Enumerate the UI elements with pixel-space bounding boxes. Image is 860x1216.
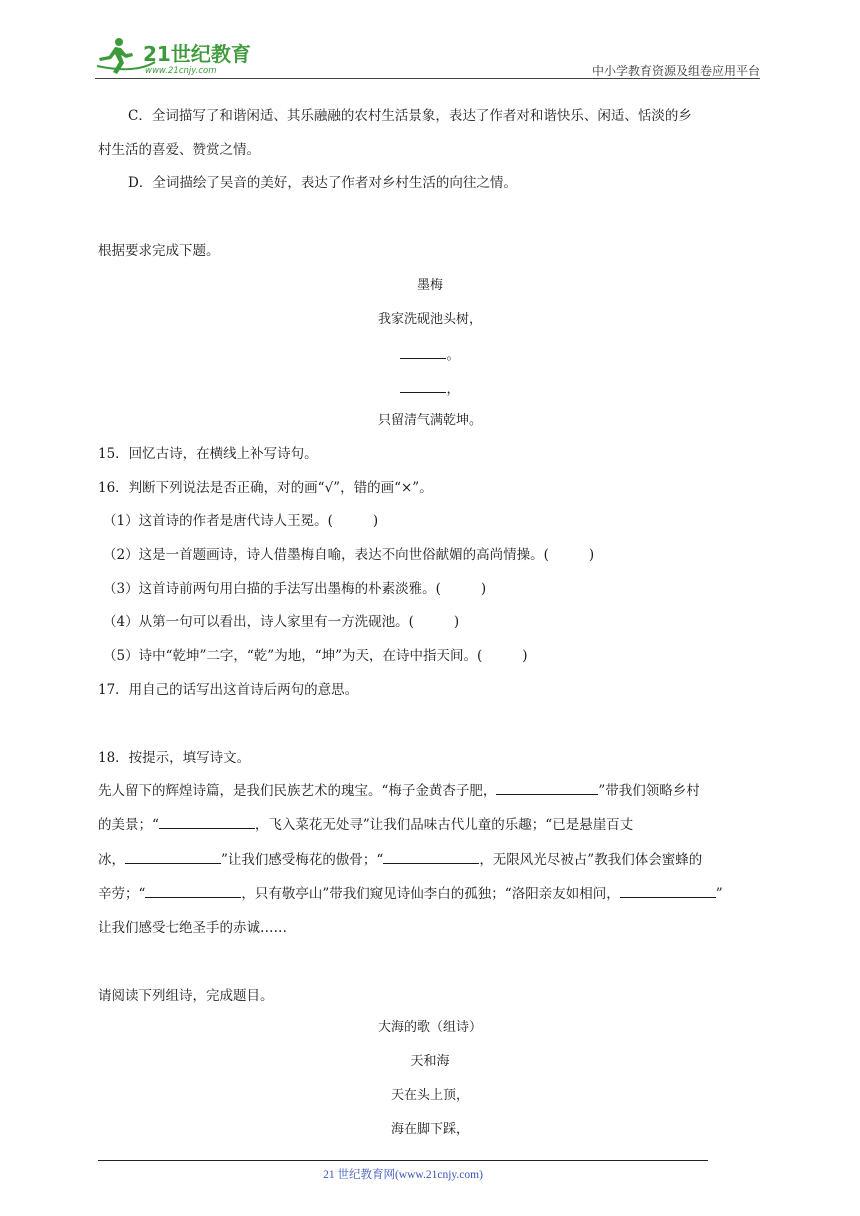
q18-line-4: 辛劳；“ ，只有敬亭山”带我们窥见诗仙李白的孤独；“洛阳亲友如相问， ” — [98, 886, 723, 902]
q16-item-4: （4）从第一句可以看出，诗人家里有一方洗砚池。( ) — [103, 614, 460, 630]
section2-intro: 请阅读下列组诗，完成题目。 — [98, 988, 274, 1004]
section1-intro: 根据要求完成下题。 — [98, 243, 220, 259]
fill-blank[interactable] — [400, 379, 446, 393]
option-d: D．全词描绘了吴音的美好，表达了作者对乡村生活的向往之情。 — [128, 175, 517, 191]
question-16-stem: 16．判断下列说法是否正确，对的画“√”，错的画“×”。 — [98, 480, 433, 496]
poem-line-3: ， — [0, 379, 860, 400]
option-c-line1: C．全词描写了和谐闲适、其乐融融的农村生活景象，表达了作者对和谐快乐、闲适、恬淡的乡 — [128, 108, 692, 124]
poem-line-4: 只留清气满乾坤。 — [377, 413, 482, 428]
poem-group-title: 大海的歌（组诗） — [377, 1020, 482, 1035]
page-header — [95, 36, 760, 81]
question-18-stem: 18．按提示，填写诗文。 — [98, 750, 251, 766]
fill-blank[interactable] — [145, 884, 241, 898]
fill-blank[interactable] — [125, 850, 221, 864]
footer-divider — [98, 1160, 708, 1161]
fill-blank[interactable] — [620, 884, 716, 898]
poem-subtitle: 天和海 — [410, 1054, 450, 1069]
option-c-line2: 村生活的喜爱、赞赏之情。 — [98, 142, 260, 158]
q16-item-5: （5）诗中“乾坤”二字，“乾”为地，“坤”为天，在诗中指天间。( ) — [103, 648, 528, 664]
platform-name: 中小学教育资源及组卷应用平台 — [591, 64, 760, 78]
site-logo[interactable] — [95, 36, 265, 78]
header-divider — [95, 78, 760, 79]
footer-link[interactable]: 21 世纪教育网(www.21cnjy.com) — [323, 1169, 483, 1181]
poem2-line-1: 天在头上顶， — [390, 1088, 469, 1103]
question-15: 15．回忆古诗，在横线上补写诗句。 — [98, 446, 318, 462]
q18-line-3: 冰， ”让我们感受梅花的傲骨；“ ，无限风光尽被占”教我们体会蜜蜂的 — [98, 852, 703, 868]
q18-line-2: 的美景；“ ，飞入菜花无处寻”让我们品味古代儿童的乐趣；“已是悬崖百丈 — [98, 817, 634, 833]
logo-url: www.21cnjy.com — [145, 66, 217, 76]
q18-line-1: 先人留下的辉煌诗篇，是我们民族艺术的瑰宝。“梅子金黄杏子肥， ”带我们领略乡村 — [98, 783, 700, 799]
fill-blank[interactable] — [383, 850, 479, 864]
fill-blank[interactable] — [400, 345, 446, 359]
q16-item-1: （1）这首诗的作者是唐代诗人王冕。( ) — [103, 513, 379, 529]
poem-line-1: 我家洗砚池头树， — [377, 312, 482, 327]
poem-line-2: 。 — [0, 345, 860, 366]
question-17: 17．用自己的话写出这首诗后两句的意思。 — [98, 682, 359, 698]
poem2-line-2: 海在脚下踩， — [390, 1122, 469, 1137]
q16-item-3: （3）这首诗前两句用白描的手法写出墨梅的朴素淡雅。( ) — [103, 581, 487, 597]
poem-title: 墨梅 — [416, 278, 443, 293]
logo-text: 21世纪教育 — [143, 42, 251, 66]
fill-blank[interactable] — [159, 815, 255, 829]
fill-blank[interactable] — [496, 781, 598, 795]
q16-item-2: （2）这是一首题画诗，诗人借墨梅自喻，表达不向世俗献媚的高尚情操。( ) — [103, 547, 595, 563]
q18-line-5: 让我们感受七绝圣手的赤诚…… — [98, 920, 287, 936]
